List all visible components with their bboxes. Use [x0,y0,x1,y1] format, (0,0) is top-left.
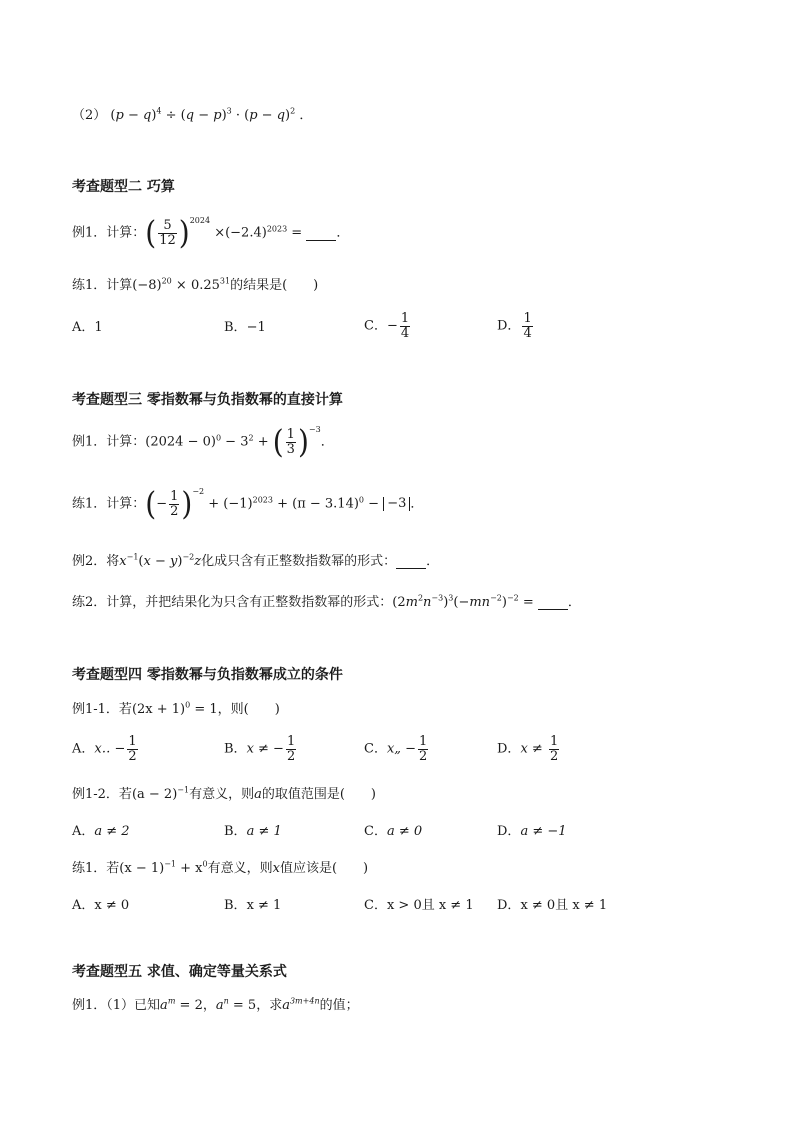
practice-1-line: 练1．若$(x - 1)^{-1} + x^0$有意义，则x值应该是( ) [72,859,369,876]
option-c[interactable]: C．a ≠ 0 [364,824,423,839]
option-a[interactable]: A．a ≠ 2 [72,824,130,839]
practice-1-line: 练1．计算$(-8)^{20} \times 0.25^{31}$的结果是( ) [72,276,319,293]
option-b[interactable]: B．x ≠ 1 [224,898,282,913]
option-c[interactable]: C．− $\frac{1}{4}$ [364,311,410,341]
option-d[interactable]: D．x ≠ 0且 x ≠ 1 [497,898,608,913]
option-d[interactable]: D． $\frac{1}{4}$ [497,311,532,341]
practice-1-line: 练1．计算：(− $\frac{1}{2}$ )$^{-2} + (-1)^{2023} + (\pi - 3.14)^0 - -3$ ． [72,484,424,523]
option-b[interactable]: B．x ≠ − $\frac{1}{2}$ [224,734,296,764]
problem-2-line: （2） $(p - q)^4 \div (q - p)^3 \cdot (p - q)^2$ ． [72,106,313,123]
example-2-line: 例2．将$x^{-1}(x - y)^{-2}z$化成只含有正整数指数幂的形式： ． [72,552,440,569]
answer-blank[interactable] [396,555,426,569]
math-expression: $(2m^2n^{-3})^3(-mn^{-2})^{-2}$ = [392,593,538,610]
option-c[interactable]: C．x„ − $\frac{1}{2}$ [364,734,428,764]
option-d[interactable]: D．a ≠ −1 [497,824,567,839]
fraction: $\frac{5}{12}$ [159,218,176,248]
example-1-line: 例1．（1）已知$a^m = 2$，$a^n = 5$，求$a^{3m+4n}$的值； [72,996,359,1013]
option-c[interactable]: C．x > 0且 x ≠ 1 [364,898,474,913]
option-a[interactable]: A．1 [72,320,103,335]
math-expression: $x^{-1}(x - y)^{-2}z$ [119,552,202,569]
option-a[interactable]: A．x ≠ 0 [72,898,130,913]
section-heading-2: 考查题型二 巧算 [72,179,175,195]
example-1-line: 例1．计算：$(2024 - 0)^0 - 3^2$ + ( $\frac{1}{3}$ )$^{-3}$． [72,422,334,461]
problem-label: （2） [72,108,107,123]
practice-2-line: 练2．计算，并把结果化为只含有正整数指数幂的形式：$(2m^2n^{-3})^3(-mn^{-2})^{-2}$ = ． [72,593,581,610]
answer-blank[interactable] [538,596,568,610]
option-b[interactable]: B．−1 [224,320,266,335]
example-1-2-line: 例1-2．若$(a - 2)^{-1}$有意义，则a的取值范围是( ) [72,785,376,802]
answer-blank[interactable] [306,227,336,241]
option-b[interactable]: B．a ≠ 1 [224,824,282,839]
option-a[interactable]: A．x‥ − $\frac{1}{2}$ [72,734,137,764]
section-heading-5: 考查题型五 求值、确定等量关系式 [72,964,287,980]
section-heading-3: 考查题型三 零指数幂与负指数幂的直接计算 [72,392,343,408]
option-d[interactable]: D．x ≠ $\frac{1}{2}$ [497,734,559,764]
section-heading-4: 考查题型四 零指数幂与负指数幂成立的条件 [72,667,343,683]
example-1-1-line: 例1-1．若$(2x + 1)^0 = 1$，则( ) [72,700,280,717]
math-expression: $(p - q)^4 \div (q - p)^3 \cdot (p - q)^2$ [110,106,296,123]
example-1-line: 例1．计算：( $\frac{5}{12}$ )$^{2024} \times(-2.4)^{2023}$ = ． [72,213,350,252]
